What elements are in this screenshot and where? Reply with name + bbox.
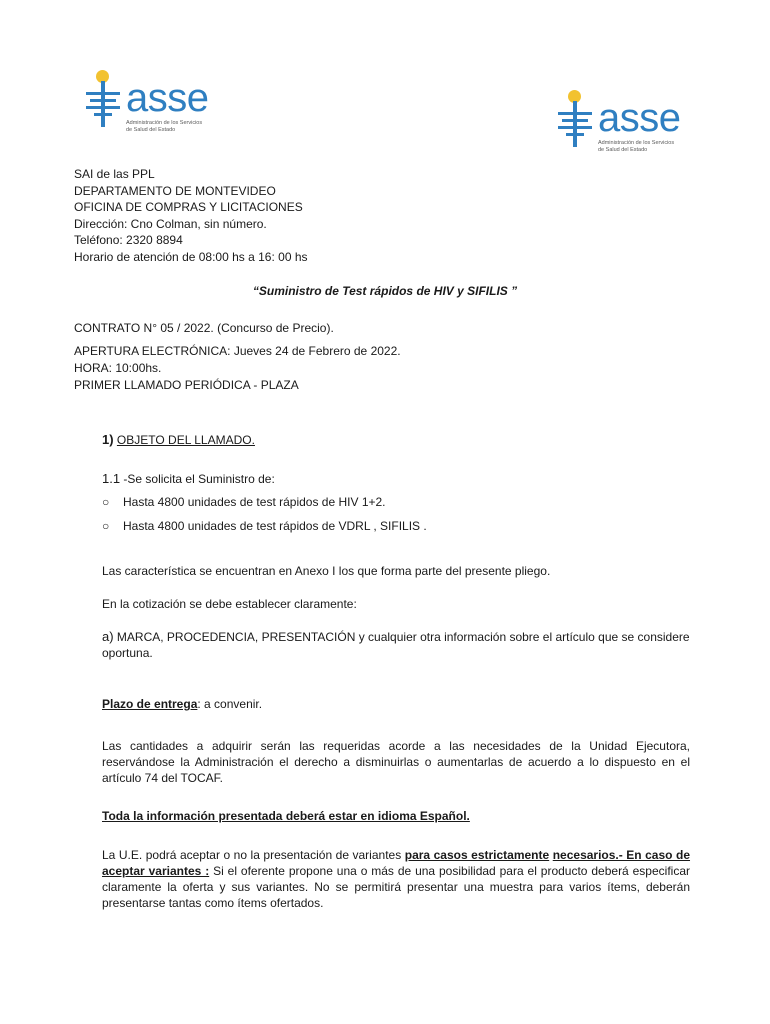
language-note: Toda la información presentada deberá estar en idioma Español. [102,809,470,823]
call-type: PRIMER LLAMADO PERIÓDICA - PLAZA [74,378,299,392]
bullet-icon: ○ [102,519,110,533]
quote-paragraph: En la cotización se debe establecer claramente: [102,597,357,611]
variants-intro: La U.E. podrá aceptar o no la presentación de variantes [102,848,405,862]
item-a-label: a) [102,629,114,644]
asse-logo-left [84,70,209,134]
item-a-text: MARCA, PROCEDENCIA, PRESENTACIÓN y cualquier otra información sobre el artículo que se considere oportuna. [102,630,690,660]
delivery-term [102,696,690,712]
list-item [102,519,427,533]
logo-subtitle: Administración de los Servicios de Salud del Estado [598,140,675,153]
delivery-label: Plazo de entrega [102,697,198,711]
logo-word: asse [126,76,209,120]
variants-body: Si el oferente propone una o más de una posibilidad para el producto deberá especificar claramente la oferta y sus variantes. No se permitirá presentar una muestra para varios ítems, deberán presentarse tantas como ítems ofertados. [102,864,690,910]
office-header [74,166,308,265]
header-line: DEPARTAMENTO DE MONTEVIDEO [74,183,276,198]
item-a [102,629,690,661]
asse-logo-right [556,90,681,154]
document-title: “Suministro de Test rápidos de HIV y SIFILIS ” [252,284,518,298]
header-line: OFICINA DE COMPRAS Y LICITACIONES [74,200,303,214]
list-item-text: Hasta 4800 unidades de test rápidos de HIV 1+2. [123,495,386,509]
delivery-text: : a convenir. [197,697,263,711]
list-item-text: Hasta 4800 unidades de test rápidos de VDRL , SIFILIS . [123,519,427,533]
subsection-text: -Se solicita el Suministro de: [120,472,275,486]
asse-emblem-icon [556,90,596,152]
section-title: OBJETO DEL LLAMADO. [116,433,255,447]
asse-emblem-icon [84,70,124,132]
opening-time: HORA: 10:00hs. [74,361,162,375]
variants-emphasis-2: necesarios.- En caso de aceptar variantes : [102,848,691,878]
variants-emphasis-1: para casos estrictamente [404,848,550,862]
logo-word: asse [598,96,681,140]
characteristics-paragraph: Las característica se encuentran en Anexo I los que forma parte del presente pliego. [102,564,551,578]
section-heading [102,432,690,448]
header-line: Horario de atención de 08:00 hs a 16: 00 hs [74,249,308,264]
header-line: Dirección: Cno Colman, sin número. [74,216,267,231]
header-line: Teléfono: 2320 8894 [74,233,183,247]
contract-number: CONTRATO N° 05 / 2022. (Concurso de Precio). [74,321,334,335]
quantities-paragraph: Las cantidades a adquirir serán las requeridas acorde a las necesidades de la Unidad Ejecutora, reservándose la Administración el derecho a disminuirlas o aumentarlas de acuerdo a lo dispuesto en el artículo 74 del TOCAF. [102,739,690,785]
logo-subtitle: Administración de los Servicios de Salud del Estado [126,120,203,133]
contract-info [74,320,401,394]
section-number: 1) [102,432,114,447]
variants-paragraph [102,847,690,911]
bullet-icon: ○ [102,495,110,509]
subsection-1-1 [102,471,690,487]
header-line: SAI de las PPL [74,167,155,181]
list-item [102,495,386,509]
subsection-number: 1.1 [102,471,121,486]
opening-date: APERTURA ELECTRÓNICA: Jueves 24 de Febrero de 2022. [74,344,401,358]
